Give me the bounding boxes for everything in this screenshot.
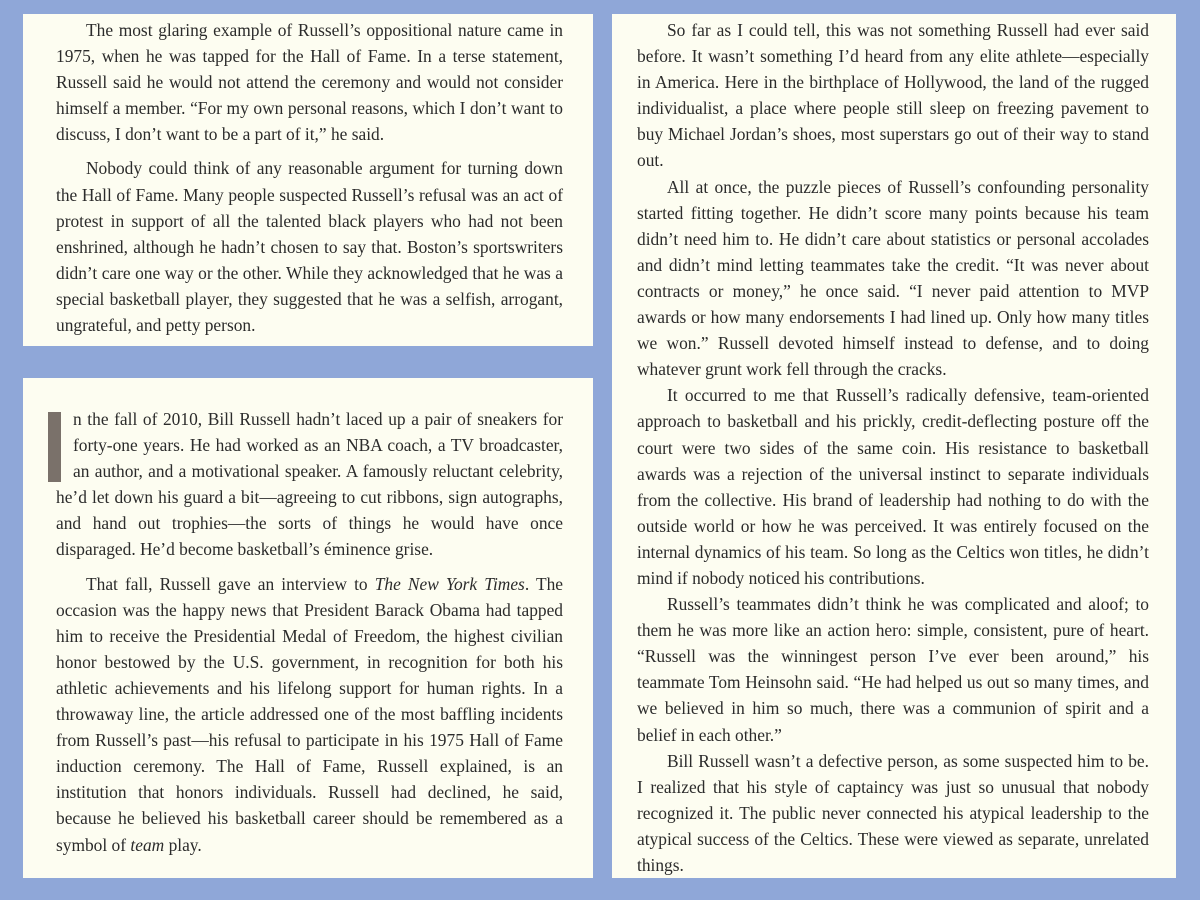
paragraph: Russell’s teammates didn’t think he was complicated and aloof; to them he was more like an action hero: simple, consistent, pure of heart. “Russell was the winningest person I’ve ever been around,” his teammate Tom Heinsohn said. “He had helped us out so many times, and we believed in him so much, there was a communion of spirit and a belief in each other.”: [637, 594, 1149, 745]
drop-cap-bar: [48, 412, 61, 482]
paragraph-text: . The occasion was the happy news that President Barack Obama had tapped him to receive the Presidential Medal of Freedom, the highest civilian honor bestowed by the U.S. government, in recognition for both his athletic achievements and his lifelong support for human rights. In a throwaway line, the article addressed one of the most baffling incidents from Russell’s past—his refusal to participate in his 1975 Hall of Fame induction ceremony. The Hall of Fame, Russell explained, is an institution that honors individuals. Russell had declined, he said, because he believed his basketball career should be remembered as a symbol of: [56, 573, 563, 855]
paragraph: Nobody could think of any reasonable argument for turning down the Hall of Fame. Many people suspected Russell’s refusal was an act of protest in support of all the talented black players who had not been enshrined, although he hadn’t chosen to say that. Boston’s sportswriters didn’t care one way or the other. While they acknowledged that he was a special basketball player, they suggested that he was a selfish, arrogant, ungrateful, and petty person.: [56, 158, 563, 336]
paragraph: It occurred to me that Russell’s radically defensive, team-oriented approach to basketball and his prickly, credit-deflecting posture off the court were two sides of the same coin. His resistance to basketball awards was a rejection of the universal instinct to separate individuals from the collective. His brand of leadership had nothing to do with the outside world or how he was perceived. It was entirely focused on the internal dynamics of his team. So long as the Celtics won titles, he didn’t mind if nobody noticed his contributions.: [637, 385, 1149, 588]
paragraph-text: play.: [164, 834, 202, 855]
excerpt-panel-hall-of-fame: [23, 14, 593, 346]
italic-title: The New York Times: [374, 573, 525, 594]
excerpt-panel-chapter-opening: [23, 378, 593, 878]
paragraph: The most glaring example of Russell’s oppositional nature came in 1975, when he was tapped for the Hall of Fame. In a terse statement, Russell said he would not attend the ceremony and would not consider himself a member. “For my own personal reasons, which I don’t want to discuss, I don’t want to be a part of it,” he said.: [56, 20, 563, 145]
paragraph-text: n the fall of 2010, Bill Russell hadn’t laced up a pair of sneakers for forty-one years. He had worked as an NBA coach, a TV broadcaster, an author, and a motivational speaker. A famously reluctant celebrity, he’d let down his guard a bit—agreeing to cut ribbons, sign autographs, and hand out trophies—the sorts of things he would have once disparaged. He’d become basketball’s éminence grise.: [56, 409, 563, 560]
paragraph: So far as I could tell, this was not something Russell had ever said before. It wasn’t something I’d heard from any elite athlete—especially in America. Here in the birthplace of Hollywood, the land of the rugged individualist, a place where people still sleep on freezing pavement to buy Michael Jordan’s shoes, most superstars go out of their way to stand out.: [637, 20, 1149, 171]
paragraph: Bill Russell wasn’t a defective person, as some suspected him to be. I realized that his style of captaincy was just so unusual that nobody recognized it. The public never connected his atypical leadership to the atypical success of the Celtics. These were viewed as separate, unrelated things.: [637, 750, 1149, 875]
paragraph: [56, 571, 563, 858]
italic-word: team: [130, 834, 165, 855]
paragraph: All at once, the puzzle pieces of Russell’s confounding personality started fitting together. He didn’t score many points because his team didn’t need him to. He didn’t care about statistics or personal accolades and didn’t mind letting teammates take the credit. “It was never about contracts or money,” he once said. “I never paid attention to MVP awards or how many endorsements I had lined up. Only how many titles we won.” Russell devoted himself instead to defense, and to doing whatever grunt work fell through the cracks.: [637, 176, 1149, 380]
paragraph-text: That fall, Russell gave an interview to: [86, 573, 375, 594]
paragraph: [56, 406, 563, 563]
excerpt-panel-leadership: [612, 14, 1176, 878]
